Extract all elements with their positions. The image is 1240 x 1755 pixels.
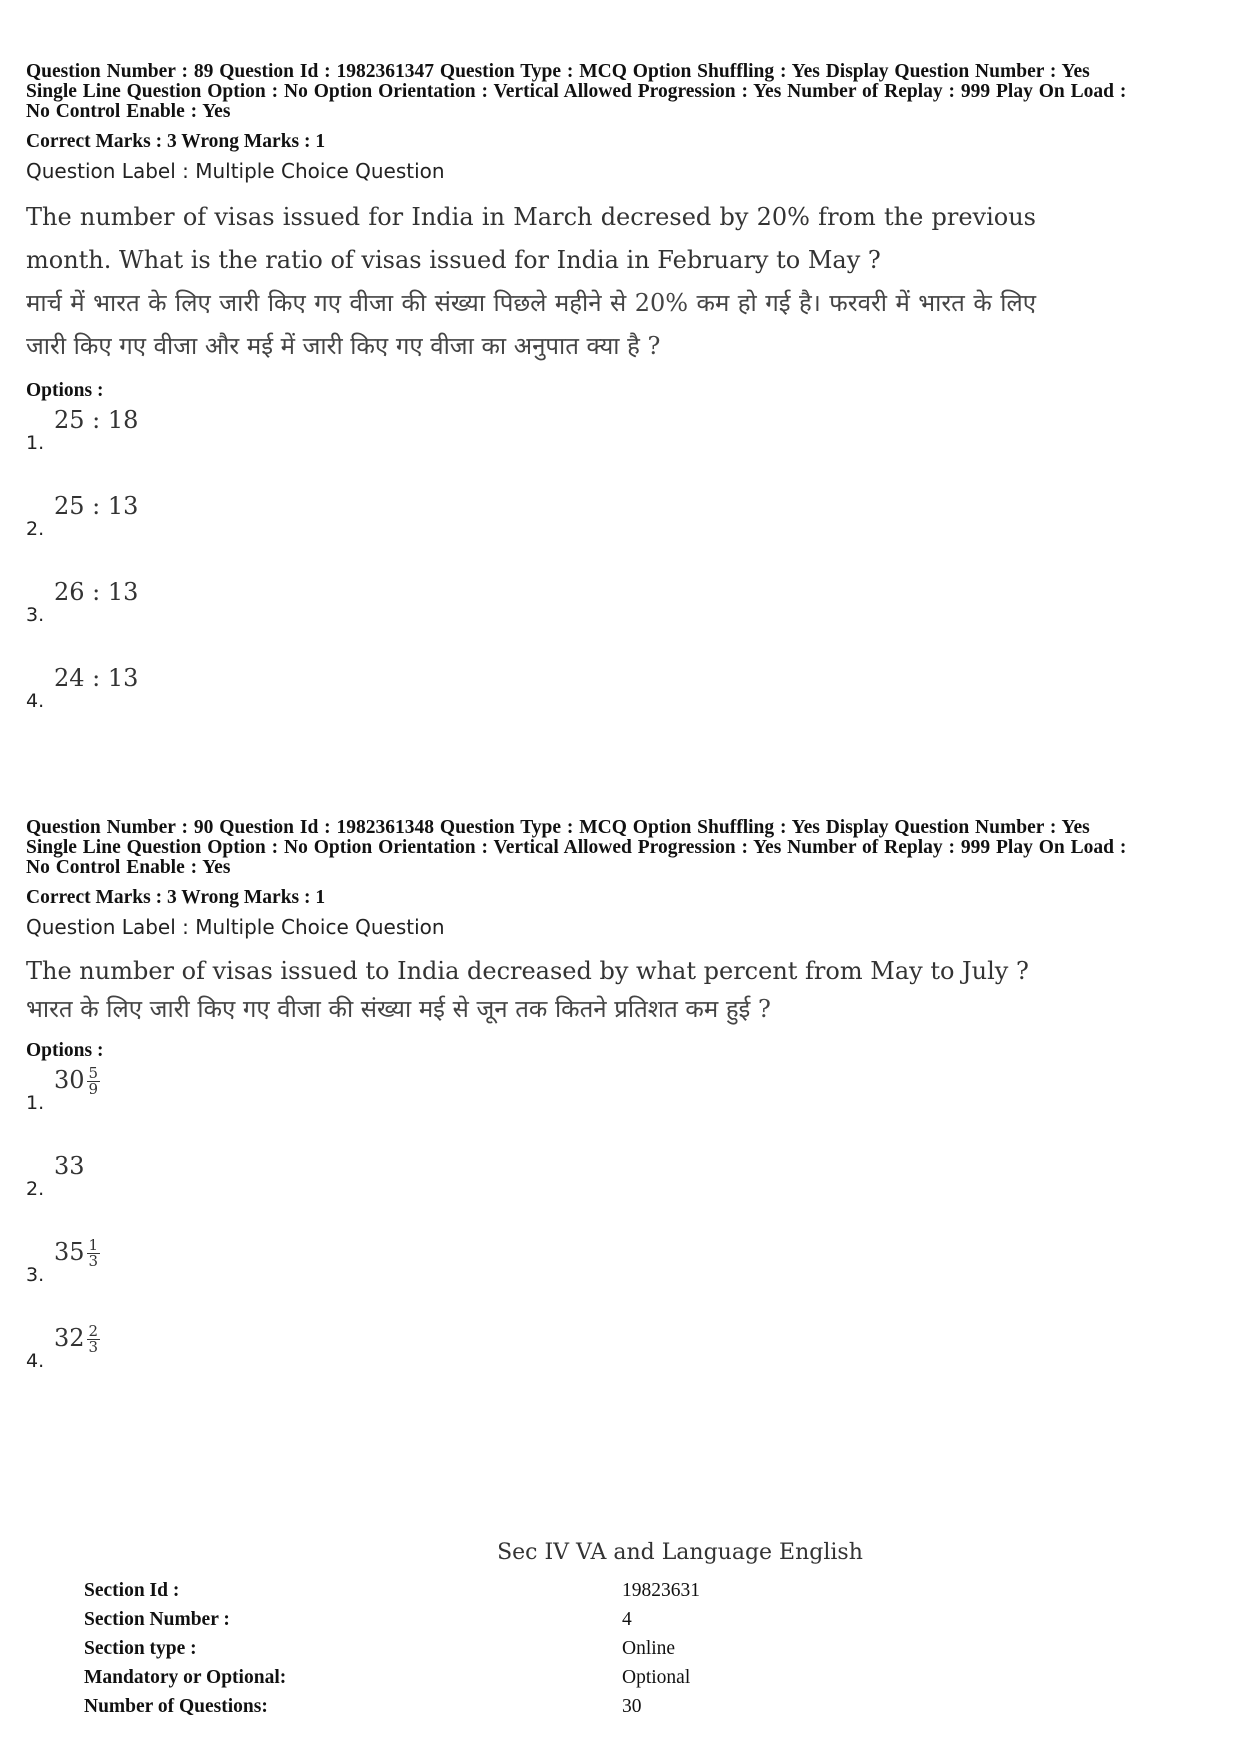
meta-line: Single Line Question Option : No Option Orientation : Vertical Allowed Progression : Yes Number of Replay : 999 Play On Load : [26, 837, 1127, 858]
fraction-denominator: 3 [88, 1338, 99, 1356]
option-number: 4. [26, 690, 45, 712]
option-number: 4. [26, 1350, 45, 1372]
options-list [26, 406, 1216, 750]
question-label: Question Label : Multiple Choice Question [26, 159, 445, 183]
section-value: 19823631 [622, 1580, 700, 1601]
option-number: 3. [26, 604, 45, 626]
option-number: 2. [26, 1178, 45, 1200]
option-2[interactable] [26, 492, 1216, 578]
section-value: 30 [622, 1696, 642, 1717]
options-list [26, 1066, 1216, 1410]
option-value: 25 : 18 [54, 406, 139, 434]
question-text-hindi: भारत के लिए जारी किए गए वीजा की संख्या मई से जून तक कितने प्रतिशत कम हुई ? [26, 995, 771, 1023]
option-number: 3. [26, 1264, 45, 1286]
question-text-english: The number of visas issued for India in March decresed by 20% from the previous month. What is the ratio of visas issued for India in February to May ? [26, 203, 1036, 274]
section-row [84, 1638, 700, 1667]
section-key: Section Id : [84, 1580, 180, 1601]
option-3[interactable] [26, 1238, 1216, 1324]
section-row [84, 1667, 700, 1696]
options-label: Options : [26, 1040, 104, 1061]
section-key: Number of Questions: [84, 1696, 268, 1717]
option-value: 33 [54, 1152, 85, 1180]
option-2[interactable] [26, 1152, 1216, 1238]
meta-line: Question Number : 90 Question Id : 1982361348 Question Type : MCQ Option Shuffling : Yes Display Question Number : Yes [26, 817, 1090, 838]
option-number: 1. [26, 432, 45, 454]
option-1[interactable] [26, 1066, 1216, 1152]
section-row [84, 1609, 700, 1638]
section-info-table [84, 1580, 700, 1725]
option-number: 2. [26, 518, 45, 540]
option-4[interactable] [26, 1324, 1216, 1410]
section-key: Mandatory or Optional: [84, 1667, 287, 1688]
question-text [26, 952, 1036, 1028]
question-block-90 [26, 818, 1216, 1410]
section-value: Optional [622, 1667, 691, 1688]
option-value: 24 : 13 [54, 664, 139, 692]
section-key: Section type : [84, 1638, 197, 1659]
option-fraction [87, 1324, 101, 1355]
option-value [54, 1066, 100, 1097]
option-whole: 35 [54, 1238, 85, 1266]
marks-info: Correct Marks : 3 Wrong Marks : 1 [26, 131, 326, 152]
question-label: Question Label : Multiple Choice Question [26, 915, 445, 939]
section-key: Section Number : [84, 1609, 230, 1630]
option-value [54, 1324, 100, 1355]
option-whole: 32 [54, 1324, 85, 1352]
meta-line: No Control Enable : Yes [26, 101, 231, 122]
option-fraction [87, 1066, 101, 1097]
marks-info: Correct Marks : 3 Wrong Marks : 1 [26, 887, 326, 908]
meta-line: Question Number : 89 Question Id : 1982361347 Question Type : MCQ Option Shuffling : Yes Display Question Number : Yes [26, 61, 1090, 82]
option-value [54, 1238, 100, 1269]
fraction-numerator: 1 [88, 1236, 99, 1254]
option-4[interactable] [26, 664, 1216, 750]
meta-line: Single Line Question Option : No Option Orientation : Vertical Allowed Progression : Yes Number of Replay : 999 Play On Load : [26, 81, 1127, 102]
fraction-numerator: 2 [88, 1322, 99, 1340]
option-3[interactable] [26, 578, 1216, 664]
options-label: Options : [26, 380, 104, 401]
fraction-denominator: 9 [88, 1080, 99, 1098]
option-number: 1. [26, 1092, 45, 1114]
fraction-numerator: 5 [88, 1064, 99, 1082]
fraction-denominator: 3 [88, 1252, 99, 1270]
section-row [84, 1580, 700, 1609]
option-1[interactable] [26, 406, 1216, 492]
question-block-89 [26, 62, 1216, 750]
question-text-english: The number of visas issued to India decreased by what percent from May to July ? [26, 957, 1029, 985]
question-meta [26, 62, 1216, 122]
section-value: Online [622, 1638, 676, 1659]
section-value: 4 [622, 1609, 632, 1630]
option-whole: 30 [54, 1066, 85, 1094]
meta-line: No Control Enable : Yes [26, 857, 231, 878]
section-title: Sec IV VA and Language English [497, 1540, 863, 1565]
section-row [84, 1696, 700, 1725]
question-text-hindi: मार्च में भारत के लिए जारी किए गए वीजा की संख्या पिछले महीने से 20% कम हो गई है। फरवरी में भारत के लिए जारी किए गए वीजा और मई में जारी किए गए वीजा का अनुपात क्या है ? [26, 289, 1036, 360]
question-meta [26, 818, 1216, 878]
option-fraction [87, 1238, 101, 1269]
question-text [26, 196, 1036, 368]
option-value: 25 : 13 [54, 492, 139, 520]
option-value: 26 : 13 [54, 578, 139, 606]
